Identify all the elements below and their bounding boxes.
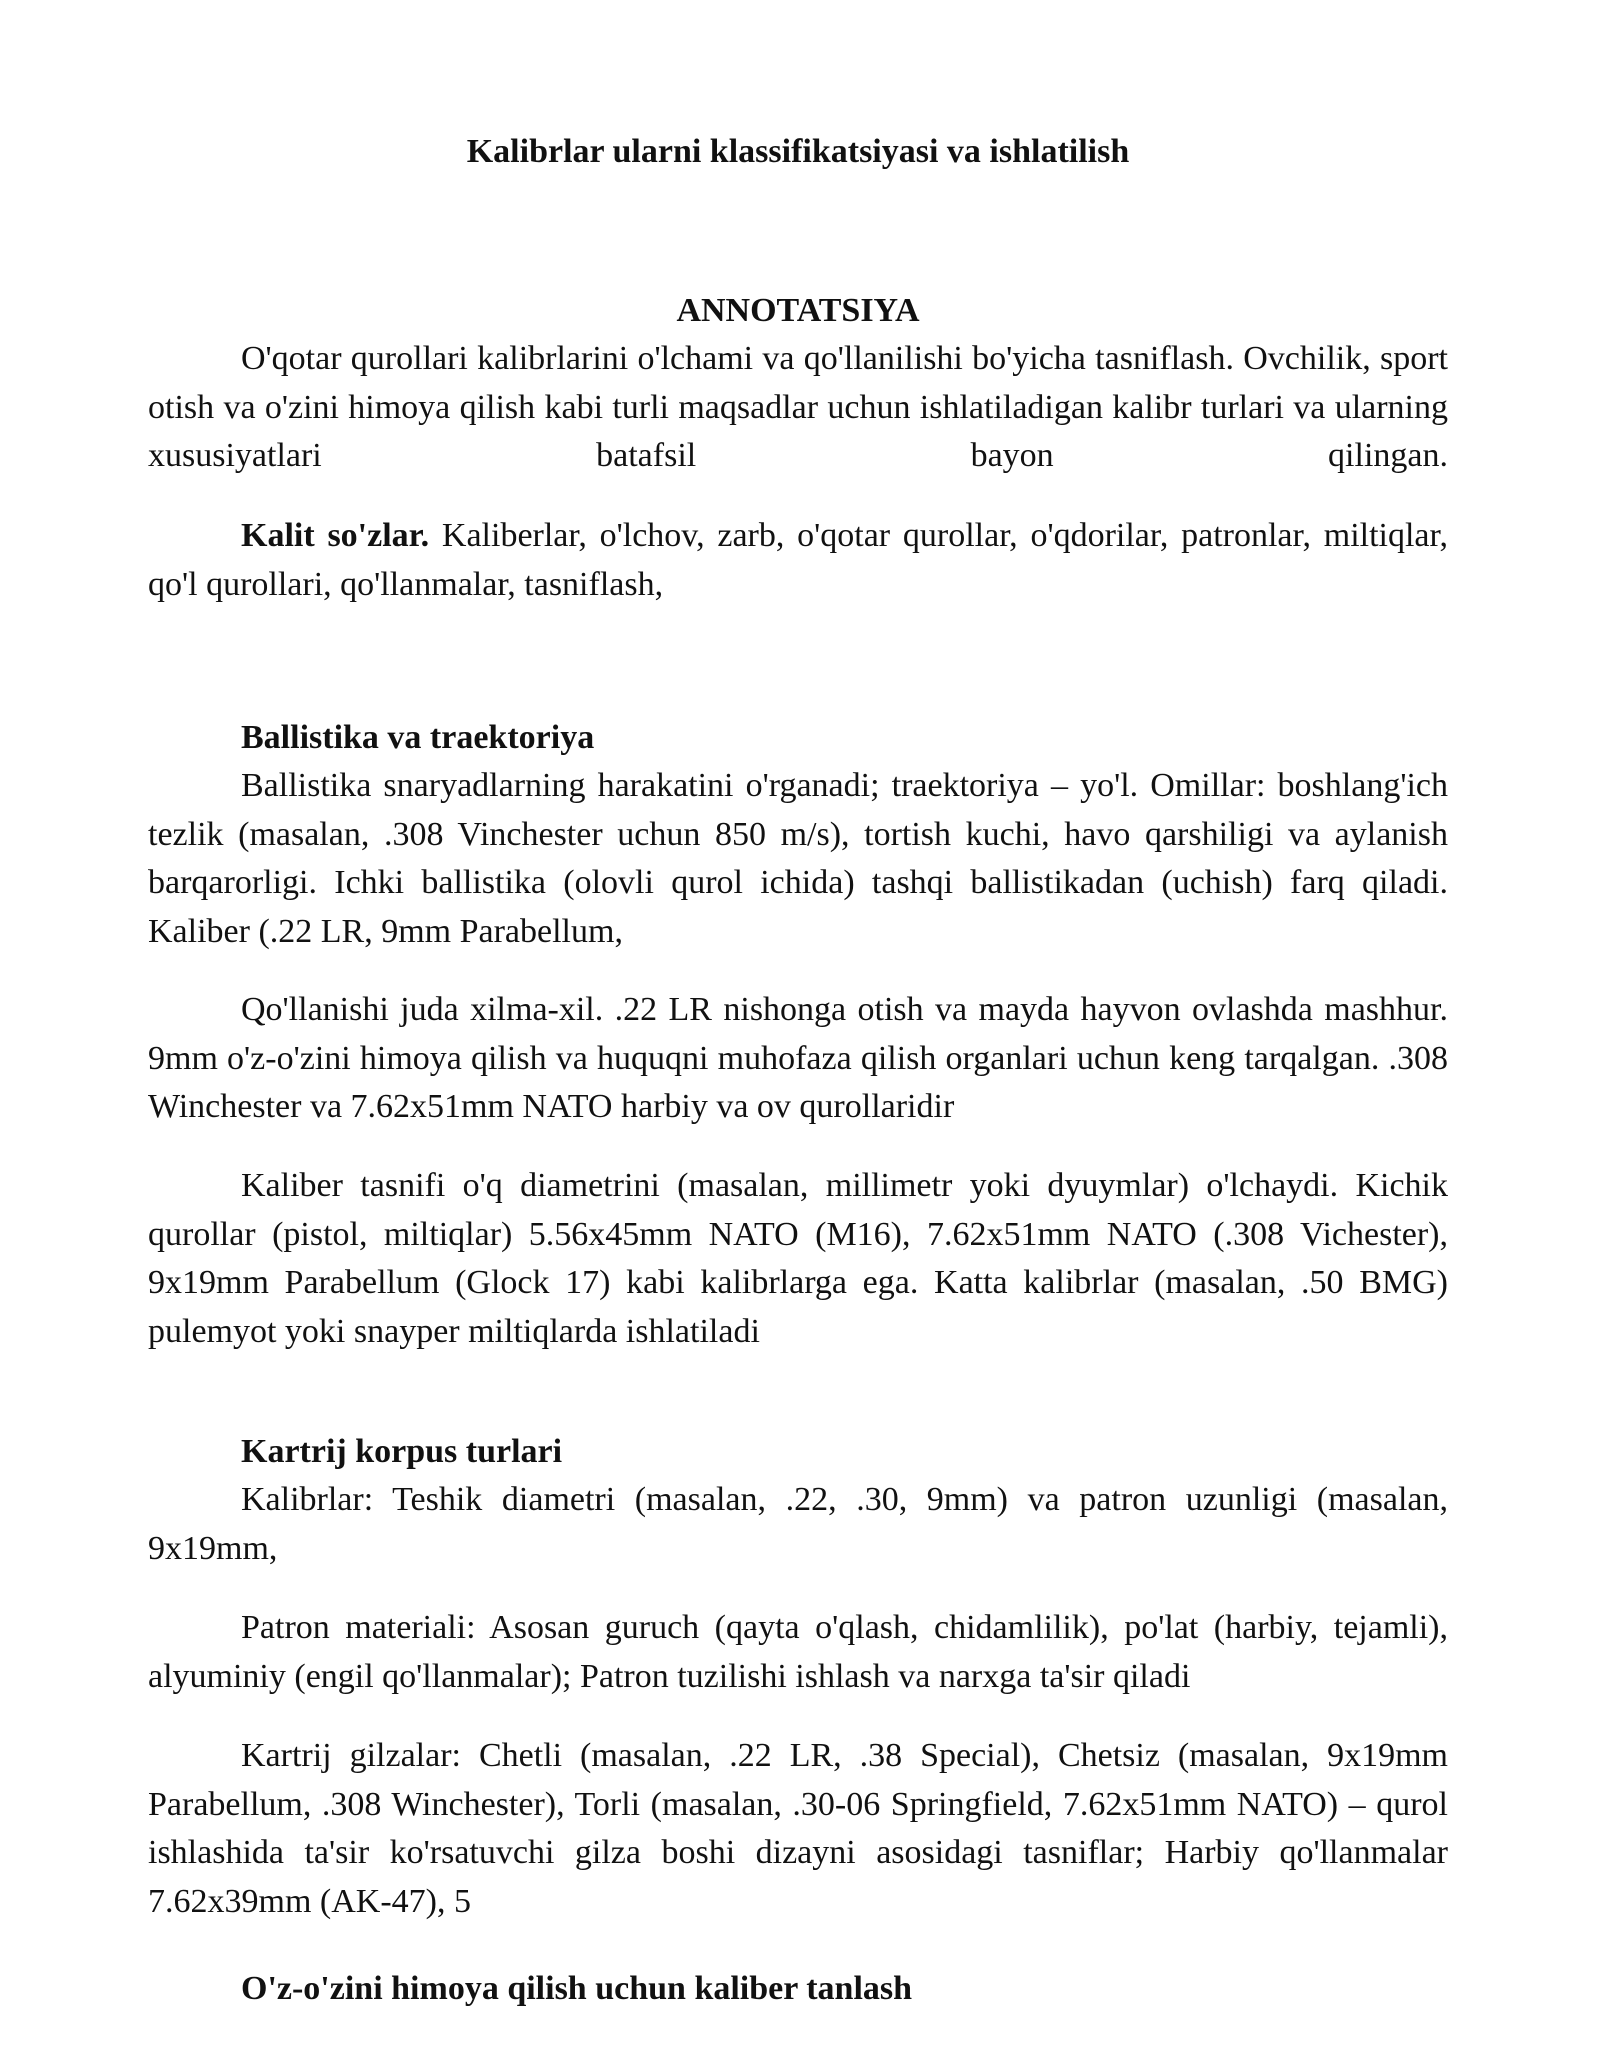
- document-title: Kalibrlar ularni klassifikatsiyasi va ishlatilish: [466, 133, 1130, 170]
- paragraph-ballistics-1: Ballistika snaryadlarning harakatini o'rganadi; traektoriya – yo'l. Omillar: boshlang'ich tezlik (masalan, .308 Vinchester uchun 850 m/s), tortish kuchi, havo qarshiligi va aylanish barqarorligi. Ichki ballistika (olovli qurol ichida) tashqi ballistikadan (uchish) farq qiladi. Kaliber (.22 LR, 9mm Parabellum,: [148, 767, 1448, 950]
- keywords-text: Kaliberlar, o'lchov, zarb, o'qotar qurollar, o'qdorilar, patronlar, miltiqlar, qo'l qurollari, qo'llanmalar, tasniflash,: [148, 517, 1448, 603]
- paragraph-cartridge-1: Kalibrlar: Teshik diametri (masalan, .22, .30, 9mm) va patron uzunligi (masalan, 9x19mm,: [148, 1481, 1448, 1567]
- document-page: [148, 0, 1448, 2070]
- paragraph-cartridge-2: Patron materiali: Asosan guruch (qayta o'qlash, chidamlilik), po'lat (harbiy, tejamli), alyuminiy (engil qo'llanmalar); Patron tuzilishi ishlash va narxga ta'sir qiladi: [148, 1609, 1448, 1695]
- keywords-paragraph: [148, 512, 1448, 609]
- annotation-text: O'qotar qurollari kalibrlarini o'lchami va qo'llanilishi bo'yicha tasniflash. Ovchilik, sport otish va o'zini himoya qilish kabi turli maqsadlar uchun ishlatiladigan kalibr turlari va ularning xususiyatlari batafsil bayon qilingan.: [148, 340, 1448, 474]
- section-heading-self-defense: O'z-o'zini himoya qilish uchun kaliber tanlash: [241, 1970, 913, 2007]
- paragraph-ballistics-2: Qo'llanishi juda xilma-xil. .22 LR nishonga otish va mayda hayvon ovlashda mashhur. 9mm o'z-o'zini himoya qilish va huquqni muhofaza qilish organlari uchun keng tarqalgan. .308 Winchester va 7.62x51mm NATO harbiy va ov qurollaridir: [148, 991, 1448, 1125]
- annotation-heading: ANNOTATSIYA: [676, 292, 920, 329]
- section-heading-cartridge-types: Kartrij korpus turlari: [241, 1433, 563, 1470]
- section-heading-ballistics: Ballistika va traektoriya: [241, 719, 595, 756]
- paragraph-cartridge-3: Kartrij gilzalar: Chetli (masalan, .22 LR, .38 Special), Chetsiz (masalan, 9x19mm Parabellum, .308 Winchester), Torli (masalan, .30-06 Springfield, 7.62x51mm NATO) – qurol ishlashida ta'sir ko'rsatuvchi gilza boshi dizayni asosidagi tasniflar; Harbiy qo'llanmalar 7.62x39mm (AK-47), 5: [148, 1737, 1448, 1920]
- keywords-label: Kalit so'zlar.: [241, 517, 430, 554]
- paragraph-ballistics-3: Kaliber tasnifi o'q diametrini (masalan, millimetr yoki dyuymlar) o'lchaydi. Kichik qurollar (pistol, miltiqlar) 5.56x45mm NATO (M16), 7.62x51mm NATO (.308 Vichester), 9x19mm Parabellum (Glock 17) kabi kalibrlarga ega. Katta kalibrlar (masalan, .50 BMG) pulemyot yoki snayper miltiqlarda ishlatiladi: [148, 1167, 1448, 1350]
